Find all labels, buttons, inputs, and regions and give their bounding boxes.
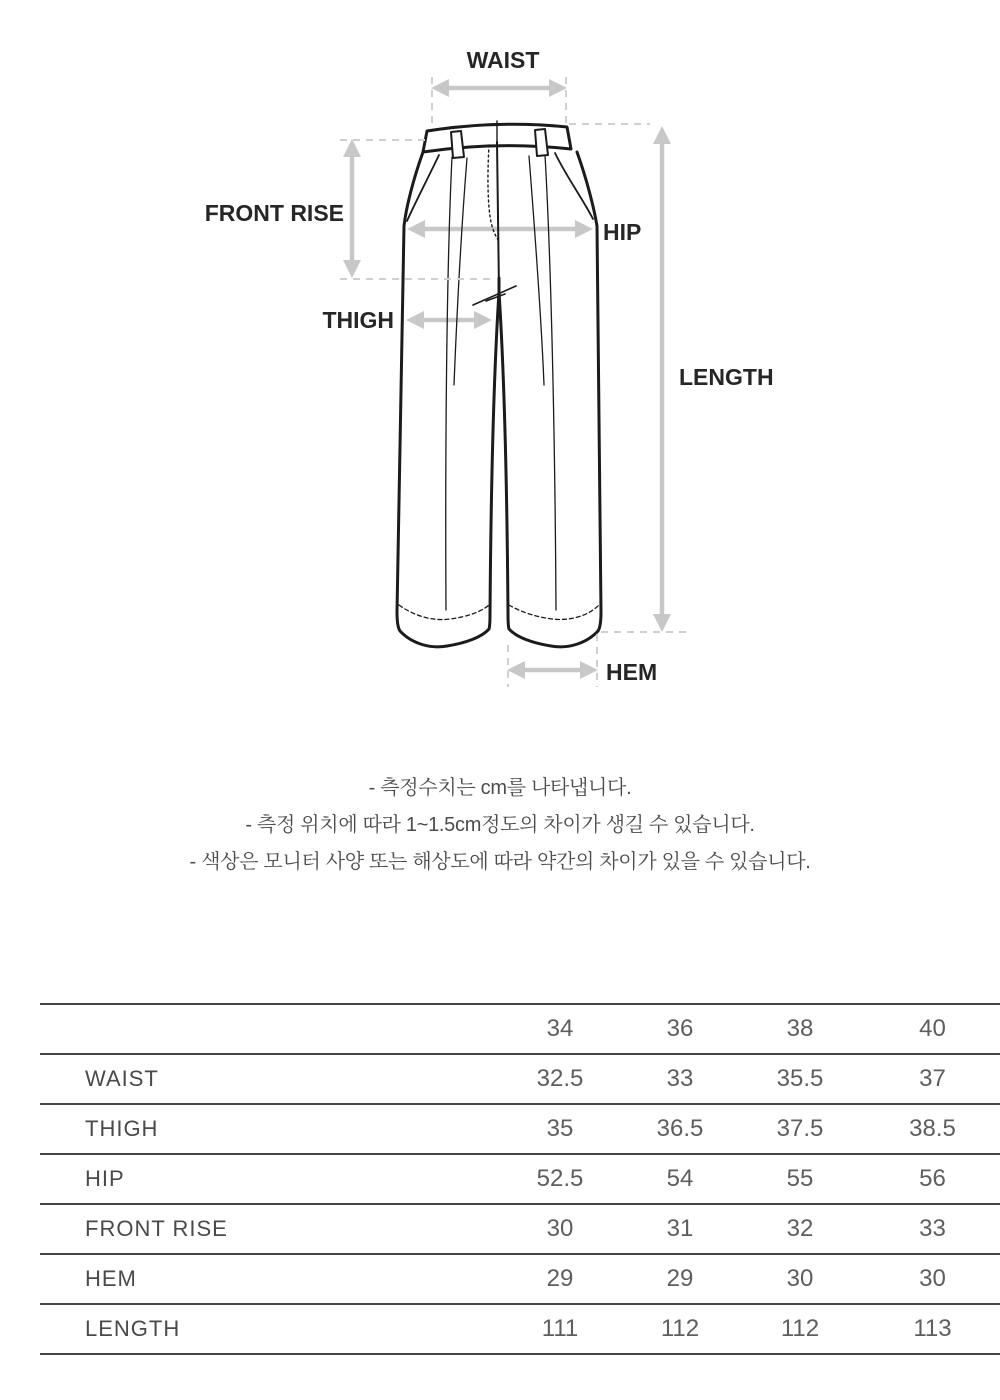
size-value-cell: 35.5 xyxy=(776,1065,824,1092)
size-value-cell: 36.5 xyxy=(656,1115,704,1142)
size-value-cell: 31 xyxy=(666,1215,694,1242)
size-value-cell: 55 xyxy=(786,1165,814,1192)
note-line-2: - 측정 위치에 따라 1~1.5cm정도의 차이가 생길 수 있습니다. xyxy=(245,814,755,836)
size-value-cell: 37.5 xyxy=(776,1115,824,1142)
size-value-cell: 38.5 xyxy=(909,1115,956,1142)
note-line-1: - 측정수치는 cm를 나타냅니다. xyxy=(368,777,632,799)
table-row-thigh xyxy=(40,1104,1000,1154)
table-row-hem xyxy=(40,1254,1000,1304)
front-rise-label: FRONT RISE xyxy=(204,200,344,226)
size-value-cell: 30 xyxy=(546,1215,574,1242)
size-value-cell: 37 xyxy=(919,1065,946,1092)
size-value-cell: 33 xyxy=(919,1215,946,1242)
length-label: LENGTH xyxy=(679,364,774,390)
row-label: FRONT RISE xyxy=(85,1216,228,1241)
table-header-row xyxy=(40,1004,1000,1054)
size-value-cell: 29 xyxy=(546,1265,574,1292)
table-row-waist xyxy=(40,1054,1000,1104)
size-column-header: 34 xyxy=(546,1015,574,1042)
size-value-cell: 29 xyxy=(666,1265,694,1292)
size-value-cell: 30 xyxy=(919,1265,946,1292)
size-value-cell: 112 xyxy=(780,1315,820,1342)
row-label: HIP xyxy=(85,1166,125,1191)
hem-label: HEM xyxy=(606,659,658,685)
hip-label: HIP xyxy=(603,219,642,245)
size-value-cell: 111 xyxy=(541,1315,579,1342)
size-column-header: 40 xyxy=(919,1015,946,1042)
size-value-cell: 32 xyxy=(786,1215,814,1242)
row-label: HEM xyxy=(85,1266,137,1291)
table-corner-cell xyxy=(40,1004,500,1054)
row-label: WAIST xyxy=(85,1066,159,1091)
size-value-cell: 52.5 xyxy=(536,1165,584,1192)
size-value-cell: 30 xyxy=(786,1265,814,1292)
size-column-header: 38 xyxy=(786,1015,814,1042)
size-value-cell: 32.5 xyxy=(536,1065,584,1092)
size-column-header: 36 xyxy=(666,1015,694,1042)
waist-label: WAIST xyxy=(466,47,540,73)
table-row-front-rise xyxy=(40,1204,1000,1254)
size-value-cell: 54 xyxy=(666,1165,694,1192)
size-value-cell: 113 xyxy=(913,1315,952,1342)
table-row-length xyxy=(40,1304,1000,1354)
size-value-cell: 33 xyxy=(666,1065,694,1092)
thigh-label: THIGH xyxy=(322,307,394,333)
guide-lines xyxy=(340,77,691,687)
size-value-cell: 112 xyxy=(660,1315,700,1342)
size-value-cell: 56 xyxy=(919,1165,946,1192)
table-row-hip xyxy=(40,1154,1000,1204)
measurement-notes xyxy=(0,770,1000,881)
row-label: THIGH xyxy=(85,1116,159,1141)
pants-drawing xyxy=(397,121,601,647)
row-label: LENGTH xyxy=(85,1316,181,1341)
note-line-3: - 색상은 모니터 사양 또는 해상도에 따라 약간의 차이가 있을 수 있습니다. xyxy=(189,851,811,873)
size-value-cell: 35 xyxy=(546,1115,574,1142)
size-table xyxy=(40,1003,1000,1355)
